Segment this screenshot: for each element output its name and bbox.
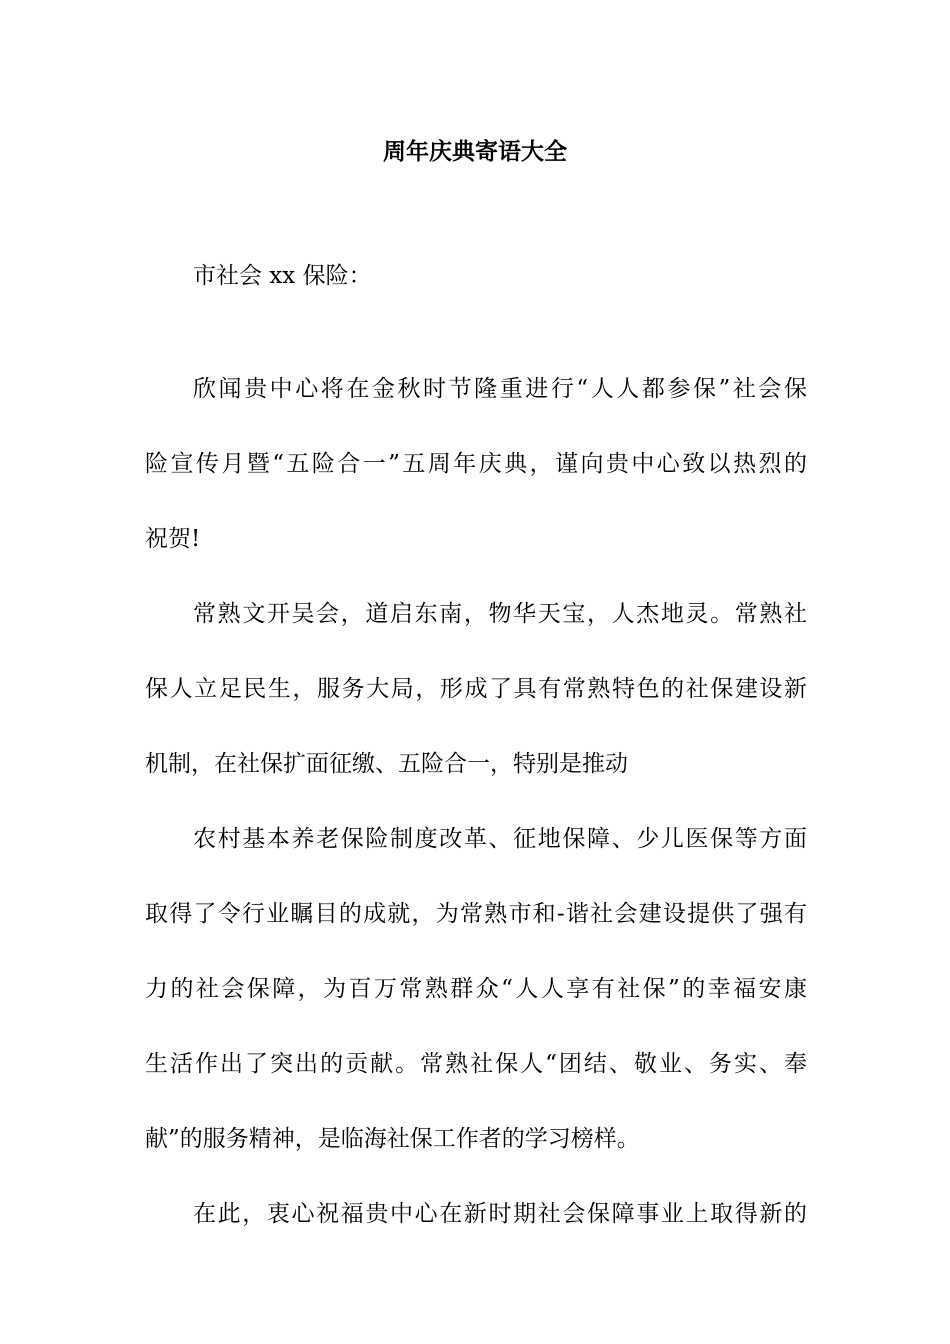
paragraph-line: 农村基本养老保险制度改革、征地保障、少儿医保等方面 (193, 826, 807, 852)
paragraph-line: 常熟文开吴会，道启东南，物华天宝，人杰地灵。常熟社 (193, 601, 807, 627)
document-title: 周年庆典寄语大全 (383, 138, 567, 165)
paragraph-line: 取得了令行业瞩目的成就，为常熟市和-谐社会建设提供了强有 (145, 901, 807, 927)
paragraph-line: 生活作出了突出的贡献。常熟社保人“团结、敬业、务实、奉 (145, 1051, 807, 1077)
paragraph-line: 欣闻贵中心将在金秋时节隆重进行“人人都参保”社会保 (193, 376, 807, 402)
paragraph-line: 献”的服务精神，是临海社保工作者的学习榜样。 (145, 1126, 640, 1152)
paragraph-line: 祝贺! (145, 526, 201, 552)
paragraph-line: 力的社会保障，为百万常熟群众“人人享有社保”的幸福安康 (145, 976, 807, 1002)
salutation: 市社会 xx 保险： (193, 263, 372, 289)
paragraph-2 (145, 596, 807, 783)
paragraph-4 (145, 1196, 807, 1233)
paragraph-3 (145, 821, 807, 1158)
paragraph-line: 在此，衷心祝福贵中心在新时期社会保障事业上取得新的 (193, 1201, 807, 1227)
paragraph-line: 险宣传月暨“五险合一”五周年庆典，谨向贵中心致以热烈的 (145, 451, 807, 477)
document-body (145, 258, 807, 1233)
paragraph-line: 保人立足民生，服务大局，形成了具有常熟特色的社保建设新 (145, 676, 807, 702)
paragraph-1 (145, 371, 807, 558)
paragraph-line: 机制，在社保扩面征缴、五险合一，特别是推动 (145, 751, 628, 777)
